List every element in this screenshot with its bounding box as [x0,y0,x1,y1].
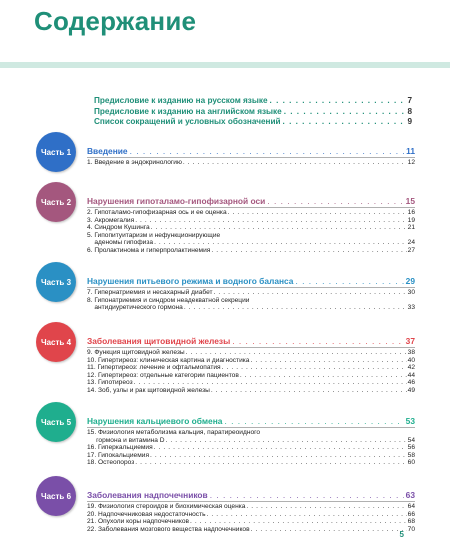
chapter-label: 9. Функция щитовидной железы [87,349,185,356]
dot-leader [183,159,407,167]
part-divider [87,157,415,158]
part-title: Нарушения кальциевого обмена [87,416,223,426]
dot-leader [211,387,407,395]
chapter-item[interactable] [87,387,415,395]
part-page: 11 [406,146,415,156]
dot-leader [228,209,407,217]
dot-leader [251,526,407,534]
intro-item[interactable] [94,96,412,107]
chapter-page: 27 [407,246,415,254]
chapter-item[interactable] [87,297,415,312]
chapter-label: гормона и витамина D [87,436,165,444]
dot-leader [246,503,406,511]
chapter-item[interactable] [87,429,415,444]
chapter-label: 18. Остеопороз [87,459,135,467]
chapter-page: 38 [407,349,415,356]
chapter-label: 15. Физиология метаболизма кальция, паратиреоидного [87,429,261,436]
part-badge[interactable]: Часть 6 [36,476,76,516]
chapter-label: 13. Гипотиреоз [87,379,133,387]
part-page: 63 [405,490,415,500]
dot-leader [283,117,406,126]
chapter-page: 12 [407,159,415,166]
dot-leader [130,146,405,156]
part-page: 53 [405,416,415,426]
part-divider [87,427,415,428]
chapter-label: 6. Пролактинома и гиперпролактинемия [87,246,211,254]
chapter-label: 7. Гипернатриемия и несахарный диабет [87,289,213,296]
chapter-label: 4. Синдром Кушинга [87,224,150,232]
dot-leader [154,444,407,452]
dot-leader [207,511,407,519]
page-title: Содержание [34,6,197,36]
chapter-item[interactable] [87,511,415,519]
chapter-item[interactable] [87,247,415,255]
part-page: 37 [405,336,415,346]
chapter-page: 24 [407,239,415,247]
chapter-item[interactable] [87,349,415,357]
part-title-row[interactable] [87,336,415,346]
chapter-item[interactable] [87,289,415,297]
intro-section [94,96,412,128]
chapter-page: 21 [407,224,415,232]
chapter-item[interactable] [87,372,415,380]
dot-leader [134,379,407,387]
dot-leader [210,490,404,500]
chapter-item[interactable] [87,217,415,225]
part-divider [87,501,415,502]
chapter-label: 5. Гипопитуитаризм и нефункционирующие [87,231,221,239]
chapter-page: 30 [407,289,415,296]
chapter-page: 49 [407,386,415,394]
dot-leader [154,239,407,247]
chapter-item[interactable] [87,452,415,460]
part-divider [87,207,415,208]
chapter-page: 56 [407,444,415,452]
chapter-page: 70 [407,525,415,533]
page-number: 5 [399,530,404,539]
chapter-page: 46 [407,379,415,387]
dot-leader [166,437,407,445]
chapter-list [87,209,415,255]
header-divider [0,62,450,68]
chapter-page: 33 [407,304,415,312]
part-badge[interactable]: Часть 1 [36,132,76,172]
chapter-page: 42 [407,364,415,372]
chapter-item[interactable] [87,379,415,387]
dot-leader [295,276,403,286]
chapter-page: 60 [407,459,415,467]
chapter-page: 68 [407,518,415,526]
dot-leader [135,459,406,467]
part-title: Нарушения питьевого режима и водного баланса [87,276,294,286]
chapter-item[interactable] [87,232,415,247]
chapter-label: 10. Гипертиреоз: клиническая картина и диагностика [87,356,250,364]
chapter-label: 3. Акромегалия [87,216,135,224]
chapter-label: 22. Заболевания мозгового вещества надпочечников [87,525,250,533]
chapter-page: 58 [407,451,415,459]
part-page: 29 [405,276,415,286]
part-title: Введение [87,146,128,156]
chapter-item[interactable] [87,159,415,167]
chapter-page: 66 [407,510,415,518]
dot-leader [222,364,407,372]
dot-leader [267,196,403,206]
dot-leader [214,289,407,297]
intro-item-page: 7 [407,96,412,105]
part-title-row[interactable] [87,276,415,286]
chapter-page: 44 [407,371,415,379]
intro-item-label: Предисловие к изданию на русском языке [94,96,268,105]
part-title: Заболевания щитовидной железы [87,336,231,346]
dot-leader [211,247,406,255]
part-divider [87,287,415,288]
part-title-row[interactable] [87,146,415,156]
dot-leader [150,452,407,460]
part-title: Заболевания надпочечников [87,490,208,500]
part-title-row[interactable] [87,416,415,426]
chapter-item[interactable] [87,503,415,511]
dot-leader [232,336,403,346]
chapter-label: 16. Гиперкальциемия [87,444,153,452]
chapter-label: 21. Опухоли коры надпочечников [87,518,189,526]
part-badge[interactable]: Часть 3 [36,262,76,302]
dot-leader [186,349,407,357]
dot-leader [250,357,406,365]
chapter-item[interactable] [87,459,415,467]
chapter-label: 17. Гипокальциемия [87,451,150,459]
chapter-list [87,159,415,167]
part-badge[interactable]: Часть 4 [36,322,76,362]
part-title-row[interactable] [87,196,415,206]
chapter-item[interactable] [87,209,415,217]
chapter-label: 12. Гипертиреоз: отдельные категории пациентов [87,371,239,379]
chapter-label: 8. Гипонатриемия и синдром неадекватной секреции [87,296,250,304]
chapter-label: 1. Введение в эндокринологию [87,159,182,166]
dot-leader [240,372,407,380]
chapter-item[interactable] [87,444,415,452]
chapter-list [87,429,415,467]
chapter-label: 20. Надпочечниковая недостаточность [87,510,206,518]
intro-item-label: Список сокращений и условных обозначений [94,117,281,127]
part-title: Нарушения гипоталамо-гипофизарной оси [87,196,266,206]
chapter-label: 19. Физиология стероидов и биохимическая оценка [87,503,246,510]
part-divider [87,347,415,348]
dot-leader [135,217,406,225]
chapter-item[interactable] [87,518,415,526]
dot-leader [190,518,407,526]
intro-item[interactable] [94,107,412,118]
dot-leader [270,96,406,105]
part-badge[interactable]: Часть 2 [36,182,76,222]
intro-item-label: Предисловие к изданию на английском языке [94,106,282,116]
part-title-row[interactable] [87,490,415,500]
dot-leader [284,107,406,116]
chapter-page: 64 [407,503,415,510]
part-page: 15 [405,196,415,206]
dot-leader [184,304,407,312]
chapter-page: 54 [407,436,415,444]
chapter-label: 2. Гипоталамо-гипофизарная ось и ее оценка [87,209,227,216]
chapter-list [87,289,415,312]
chapter-label: 11. Гипертиреоз: лечение и офтальмопатия [87,364,221,372]
chapter-page: 40 [407,356,415,364]
part-badge[interactable]: Часть 5 [36,402,76,442]
dot-leader [151,224,407,232]
chapter-item[interactable] [87,364,415,372]
chapter-label: аденомы гипофиза [87,239,154,247]
intro-item[interactable] [94,117,412,128]
chapter-page: 19 [407,216,415,224]
intro-item-page: 8 [407,106,412,116]
chapter-label: антидиуретического гормона [87,304,183,312]
chapter-item[interactable] [87,357,415,365]
chapter-list [87,503,415,533]
dot-leader [224,416,403,426]
chapter-item[interactable] [87,526,415,534]
chapter-list [87,349,415,395]
chapter-page: 16 [407,209,415,216]
chapter-label: 14. Зоб, узлы и рак щитовидной железы [87,386,210,394]
chapter-item[interactable] [87,224,415,232]
intro-item-page: 9 [407,117,412,127]
